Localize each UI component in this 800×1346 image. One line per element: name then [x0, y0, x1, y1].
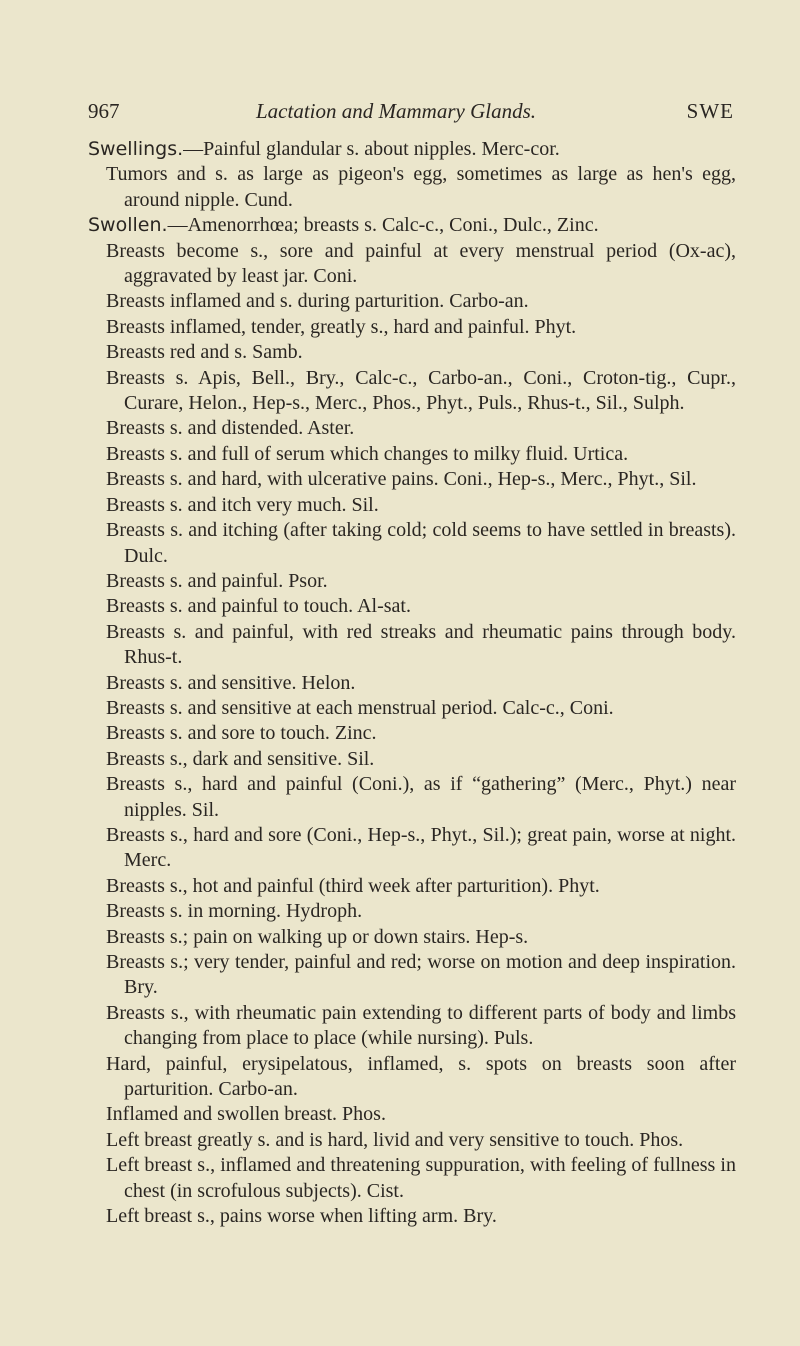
- entry-text: Breasts s. and painful, with red streaks and rheumatic pains through body. Rhus-t.: [106, 620, 736, 669]
- entry-text: Breasts s. and sensitive. Helon.: [106, 671, 356, 694]
- entry-text: Breasts s., hard and sore (Coni., Hep-s., Phyt., Sil.); great pain, worse at night. Merc.: [106, 823, 736, 872]
- entry-text: Hard, painful, erysipelatous, inflamed, s. spots on breasts soon after parturition. Carbo-an.: [106, 1052, 736, 1101]
- sub-rubric-entry: [106, 518, 736, 569]
- entry-text: Breasts s. and distended. Aster.: [106, 417, 355, 440]
- entry-text: Breasts s., with rheumatic pain extending to different parts of body and limbs changing from place to place (while nursing). Puls.: [106, 1001, 736, 1050]
- entry-text: Breasts s. and itching (after taking cold; cold seems to have settled in breasts). Dulc.: [106, 519, 736, 567]
- entry-text: Breasts s., hard and painful (Coni.), as if “gathering” (Merc., Phyt.) near nipples. Sil.: [106, 773, 736, 821]
- entry-text: Breasts become s., sore and painful at every menstrual period (Ox-ac), aggravated by least jar. Coni.: [106, 239, 736, 288]
- rubric-term: Swollen.: [88, 214, 168, 237]
- sub-rubric-entry: [106, 747, 736, 772]
- entry-text: Breasts s. and sore to touch. Zinc.: [106, 722, 377, 745]
- sub-rubric-entry: [106, 772, 736, 823]
- sub-rubric-entry: [106, 671, 736, 696]
- entry-text: Breasts s. and painful to touch. Al-sat.: [106, 595, 411, 618]
- sub-rubric-entry: [106, 289, 736, 314]
- sub-rubric-entry: [106, 1102, 736, 1127]
- entry-text: Breasts s., dark and sensitive. Sil.: [106, 747, 375, 770]
- sub-rubric-entry: [106, 1153, 736, 1204]
- sub-rubric-entry: [106, 569, 736, 594]
- entry-text: Tumors and s. as large as pigeon's egg, sometimes as large as hen's egg, around nipple. Cund.: [106, 163, 736, 211]
- page-header: [88, 96, 734, 126]
- repertory-entries: [88, 137, 736, 1229]
- sub-rubric-entry: [106, 696, 736, 721]
- sub-rubric-entry: [106, 162, 736, 213]
- section-key: SWE: [686, 99, 734, 123]
- entry-text: Inflamed and swollen breast. Phos.: [106, 1103, 386, 1126]
- rubric-entry: [88, 213, 736, 238]
- sub-rubric-entry: [106, 340, 736, 365]
- running-title: Lactation and Mammary Glands.: [256, 99, 536, 123]
- entry-text: Left breast s., inflamed and threatening suppuration, with feeling of fullness in chest (in scrofulous subjects). Cist.: [106, 1154, 736, 1202]
- entry-text: —Amenorrhœa; breasts s. Calc-c., Coni., Dulc., Zinc.: [167, 214, 599, 237]
- sub-rubric-entry: [106, 1052, 736, 1103]
- sub-rubric-entry: [106, 823, 736, 874]
- rubric-term: Swellings.: [88, 138, 184, 160]
- sub-rubric-entry: [106, 467, 736, 492]
- sub-rubric-entry: [106, 366, 736, 417]
- sub-rubric-entry: [106, 950, 736, 1001]
- entry-text: Breasts s. and itch very much. Sil.: [106, 493, 379, 516]
- entry-text: Breasts s. and hard, with ulcerative pains. Coni., Hep-s., Merc., Phyt., Sil.: [106, 468, 697, 491]
- entry-text: —Painful glandular s. about nipples. Merc-cor.: [183, 138, 560, 160]
- entry-text: Left breast s., pains worse when lifting arm. Bry.: [106, 1205, 497, 1228]
- page-number: 967: [88, 99, 120, 123]
- entry-text: Breasts s. Apis, Bell., Bry., Calc-c., Carbo-an., Coni., Croton-tig., Cupr., Curare, Helon., Hep-s., Merc., Phos., Phyt., Puls., Rhus-t., Sil., Sulph.: [106, 366, 736, 415]
- sub-rubric-entry: [106, 1001, 736, 1052]
- sub-rubric-entry: [106, 493, 736, 518]
- entry-text: Breasts s.; very tender, painful and red; worse on motion and deep inspiration. Bry.: [106, 951, 736, 999]
- entry-text: Breasts s.; pain on walking up or down stairs. Hep-s.: [106, 925, 529, 948]
- sub-rubric-entry: [106, 899, 736, 924]
- sub-rubric-entry: [106, 239, 736, 290]
- entry-text: Left breast greatly s. and is hard, livid and very sensitive to touch. Phos.: [106, 1128, 684, 1151]
- sub-rubric-entry: [106, 1204, 736, 1229]
- sub-rubric-entry: [106, 315, 736, 340]
- entry-text: Breasts s. and painful. Psor.: [106, 569, 328, 592]
- entry-text: Breasts s. in morning. Hydroph.: [106, 900, 363, 923]
- entry-text: Breasts red and s. Samb.: [106, 341, 303, 364]
- sub-rubric-entry: [106, 620, 736, 671]
- sub-rubric-entry: [106, 925, 736, 950]
- sub-rubric-entry: [106, 721, 736, 746]
- rubric-entry: [88, 137, 736, 162]
- entry-text: Breasts s. and full of serum which changes to milky fluid. Urtica.: [106, 442, 629, 465]
- sub-rubric-entry: [106, 416, 736, 441]
- sub-rubric-entry: [106, 594, 736, 619]
- entry-text: Breasts inflamed and s. during parturition. Carbo-an.: [106, 290, 529, 313]
- sub-rubric-entry: [106, 442, 736, 467]
- entry-text: Breasts s., hot and painful (third week after parturition). Phyt.: [106, 874, 600, 897]
- sub-rubric-entry: [106, 874, 736, 899]
- entry-text: Breasts inflamed, tender, greatly s., hard and painful. Phyt.: [106, 315, 577, 338]
- entry-text: Breasts s. and sensitive at each menstrual period. Calc-c., Coni.: [106, 696, 614, 719]
- sub-rubric-entry: [106, 1128, 736, 1153]
